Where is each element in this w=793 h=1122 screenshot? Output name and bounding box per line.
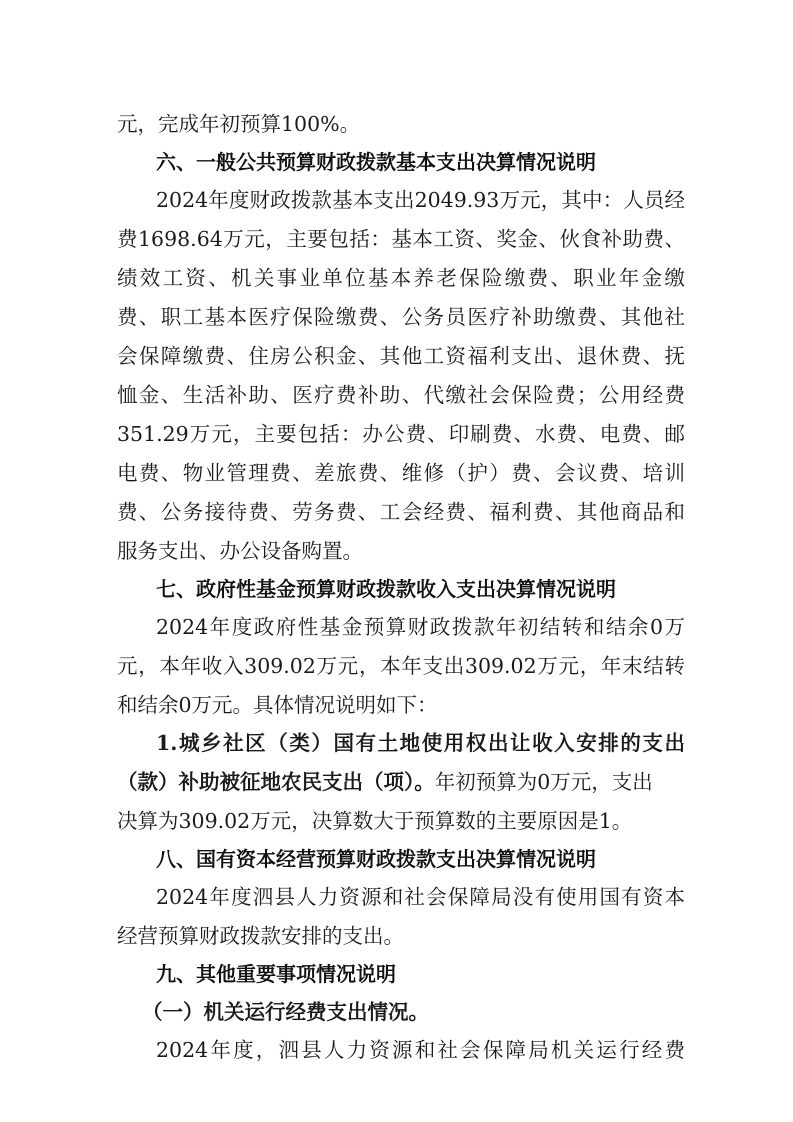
- paragraph-line: 2024年度财政拨款基本支出2049.93万元，其中：人员经: [156, 188, 685, 212]
- paragraph-line: 经营预算财政拨款安排的支出。: [117, 924, 404, 948]
- item-heading-continued: （款）补助被征地农民支出（项）。: [117, 770, 435, 794]
- paragraph-line: 费、职工基本医疗保险缴费、公务员医疗补助缴费、其他社: [117, 305, 685, 329]
- paragraph-line: 2024年度，泗县人力资源和社会保障局机关运行经费: [156, 1038, 685, 1062]
- paragraph-line: 会保障缴费、住房公积金、其他工资福利支出、退休费、抚: [117, 344, 685, 368]
- paragraph-line: 电费、物业管理费、差旅费、维修（护）费、会议费、培训: [117, 461, 685, 485]
- paragraph-line: 元，完成年初预算100%。: [117, 112, 361, 136]
- section-heading-6: 六、一般公共预算财政拨款基本支出决算情况说明: [156, 150, 596, 174]
- section-heading-8: 八、国有资本经营预算财政拨款支出决算情况说明: [156, 847, 596, 871]
- paragraph-line: 费1698.64万元，主要包括：基本工资、奖金、伙食补助费、: [117, 227, 685, 251]
- paragraph-line: [117, 768, 685, 796]
- paragraph-line: 元，本年收入309.02万元，本年支出309.02万元，年末结转: [117, 654, 685, 678]
- item-text: 年初预算为0万元，支出: [434, 770, 653, 794]
- paragraph-line: 和结余0万元。具体情况说明如下：: [117, 693, 438, 717]
- paragraph-line: 2024年度政府性基金预算财政拨款年初结转和结余0万: [156, 615, 685, 639]
- item-heading: 1.城乡社区（类）国有土地使用权出让收入安排的支出: [156, 731, 685, 755]
- paragraph-line: 恤金、生活补助、医疗费补助、代缴社会保险费；公用经费: [117, 383, 685, 407]
- section-heading-9: 九、其他重要事项情况说明: [156, 962, 396, 986]
- subsection-heading: （一）机关运行经费支出情况。: [142, 1000, 429, 1024]
- paragraph-line: 费、公务接待费、劳务费、工会经费、福利费、其他商品和: [117, 500, 685, 524]
- paragraph-line: 服务支出、办公设备购置。: [117, 539, 363, 563]
- paragraph-line: 351.29万元，主要包括：办公费、印刷费、水费、电费、邮: [117, 422, 685, 446]
- paragraph-line: 决算为309.02万元，决算数大于预算数的主要原因是1。: [117, 809, 633, 833]
- section-heading-7: 七、政府性基金预算财政拨款收入支出决算情况说明: [156, 577, 616, 601]
- paragraph-line: 2024年度泗县人力资源和社会保障局没有使用国有资本: [156, 885, 685, 909]
- paragraph-line: 绩效工资、机关事业单位基本养老保险缴费、职业年金缴: [117, 266, 685, 290]
